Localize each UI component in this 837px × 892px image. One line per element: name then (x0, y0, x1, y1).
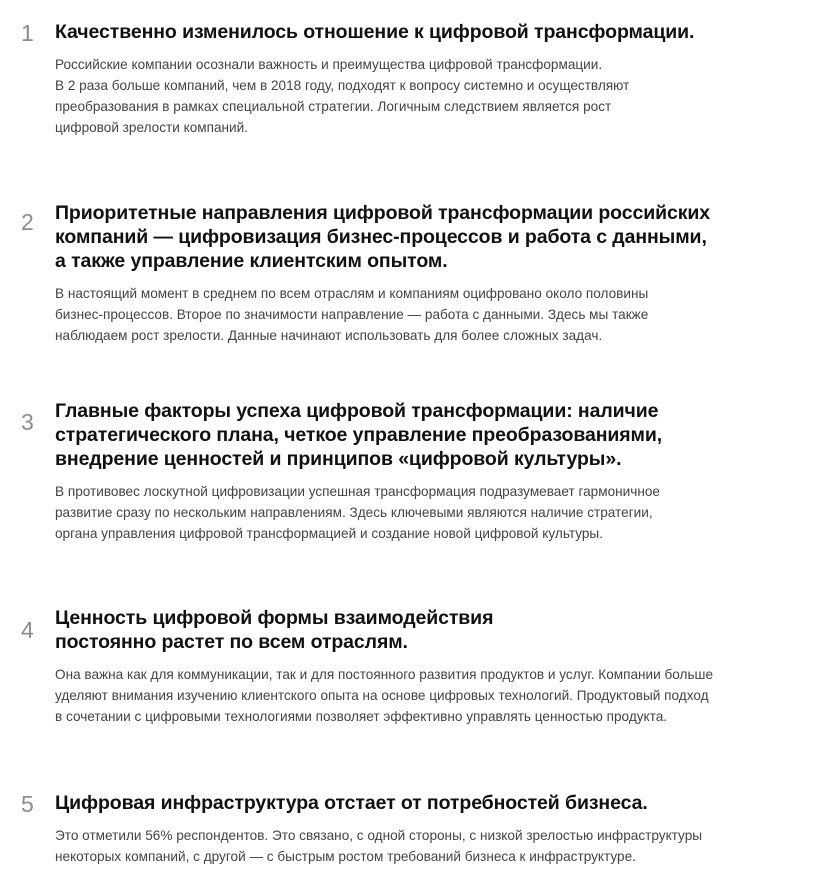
item-body (55, 481, 825, 544)
body-line: Российские компании осознали важность и преимущества цифровой трансформации. (55, 57, 603, 72)
item-heading (55, 201, 815, 273)
body-line: развитие сразу по нескольким направлениям. Здесь ключевыми являются наличие стратегии, (55, 505, 653, 520)
item-number: 2 (21, 209, 34, 235)
heading-line: Главные факторы успеха цифровой трансформации: наличие (55, 400, 659, 422)
heading-line: Цифровая инфраструктура отстает от потребностей бизнеса. (55, 792, 648, 814)
body-line: Она важна как для коммуникации, так и для постоянного развития продуктов и услуг. Компании больше (55, 667, 714, 682)
heading-line: Ценность цифровой формы взаимодействия (55, 607, 494, 629)
item-heading (55, 20, 815, 44)
body-line: органа управления цифровой трансформацией и создание новой цифровой культуры. (55, 526, 603, 541)
item-body (55, 664, 825, 727)
item-body (55, 825, 825, 867)
body-line: В 2 раза больше компаний, чем в 2018 году, подходят к вопросу системно и осуществляют (55, 78, 630, 93)
heading-line: внедрение ценностей и принципов «цифровой культуры». (55, 448, 622, 470)
body-line: бизнес-процессов. Второе по значимости направление — работа с данными. Здесь мы также (55, 307, 649, 322)
body-line: цифровой зрелости компаний. (55, 120, 249, 135)
body-line: в сочетании с цифровыми технологиями позволяет эффективно управлять ценностью продукта. (55, 709, 668, 724)
body-line: В настоящий момент в среднем по всем отраслям и компаниям оцифровано около половины (55, 286, 649, 301)
item-heading (55, 606, 815, 654)
body-line: наблюдаем рост зрелости. Данные начинают использовать для более сложных задач. (55, 328, 603, 343)
item-body (55, 54, 825, 138)
heading-line: постоянно растет по всем отраслям. (55, 631, 408, 653)
body-line: Это отметили 56% респондентов. Это связано, с одной стороны, с низкой зрелостью инфраструктуры (55, 828, 703, 843)
heading-line: компаний — цифровизация бизнес-процессов и работа с данными, (55, 226, 707, 248)
body-line: некоторых компаний, с другой — с быстрым ростом требований бизнеса к инфраструктуре. (55, 849, 636, 864)
item-heading (55, 791, 815, 815)
item-heading (55, 399, 815, 471)
item-number: 3 (21, 409, 34, 435)
item-number: 4 (21, 617, 34, 643)
body-line: В противовес лоскутной цифровизации успешная трансформация подразумевает гармоничное (55, 484, 660, 499)
body-line: преобразования в рамках специальной стратегии. Логичным следствием является рост (55, 99, 612, 114)
heading-line: Качественно изменилось отношение к цифровой трансформации. (55, 21, 695, 43)
item-body (55, 283, 825, 346)
body-line: уделяют внимания изучению клиентского опыта на основе цифровых технологий. Продуктовый подход (55, 688, 709, 703)
item-number: 5 (21, 791, 34, 817)
heading-line: Приоритетные направления цифровой трансформации российских (55, 202, 711, 224)
heading-line: а также управление клиентским опытом. (55, 250, 448, 272)
heading-line: стратегического плана, четкое управление преобразованиями, (55, 424, 663, 446)
item-number: 1 (21, 20, 34, 46)
